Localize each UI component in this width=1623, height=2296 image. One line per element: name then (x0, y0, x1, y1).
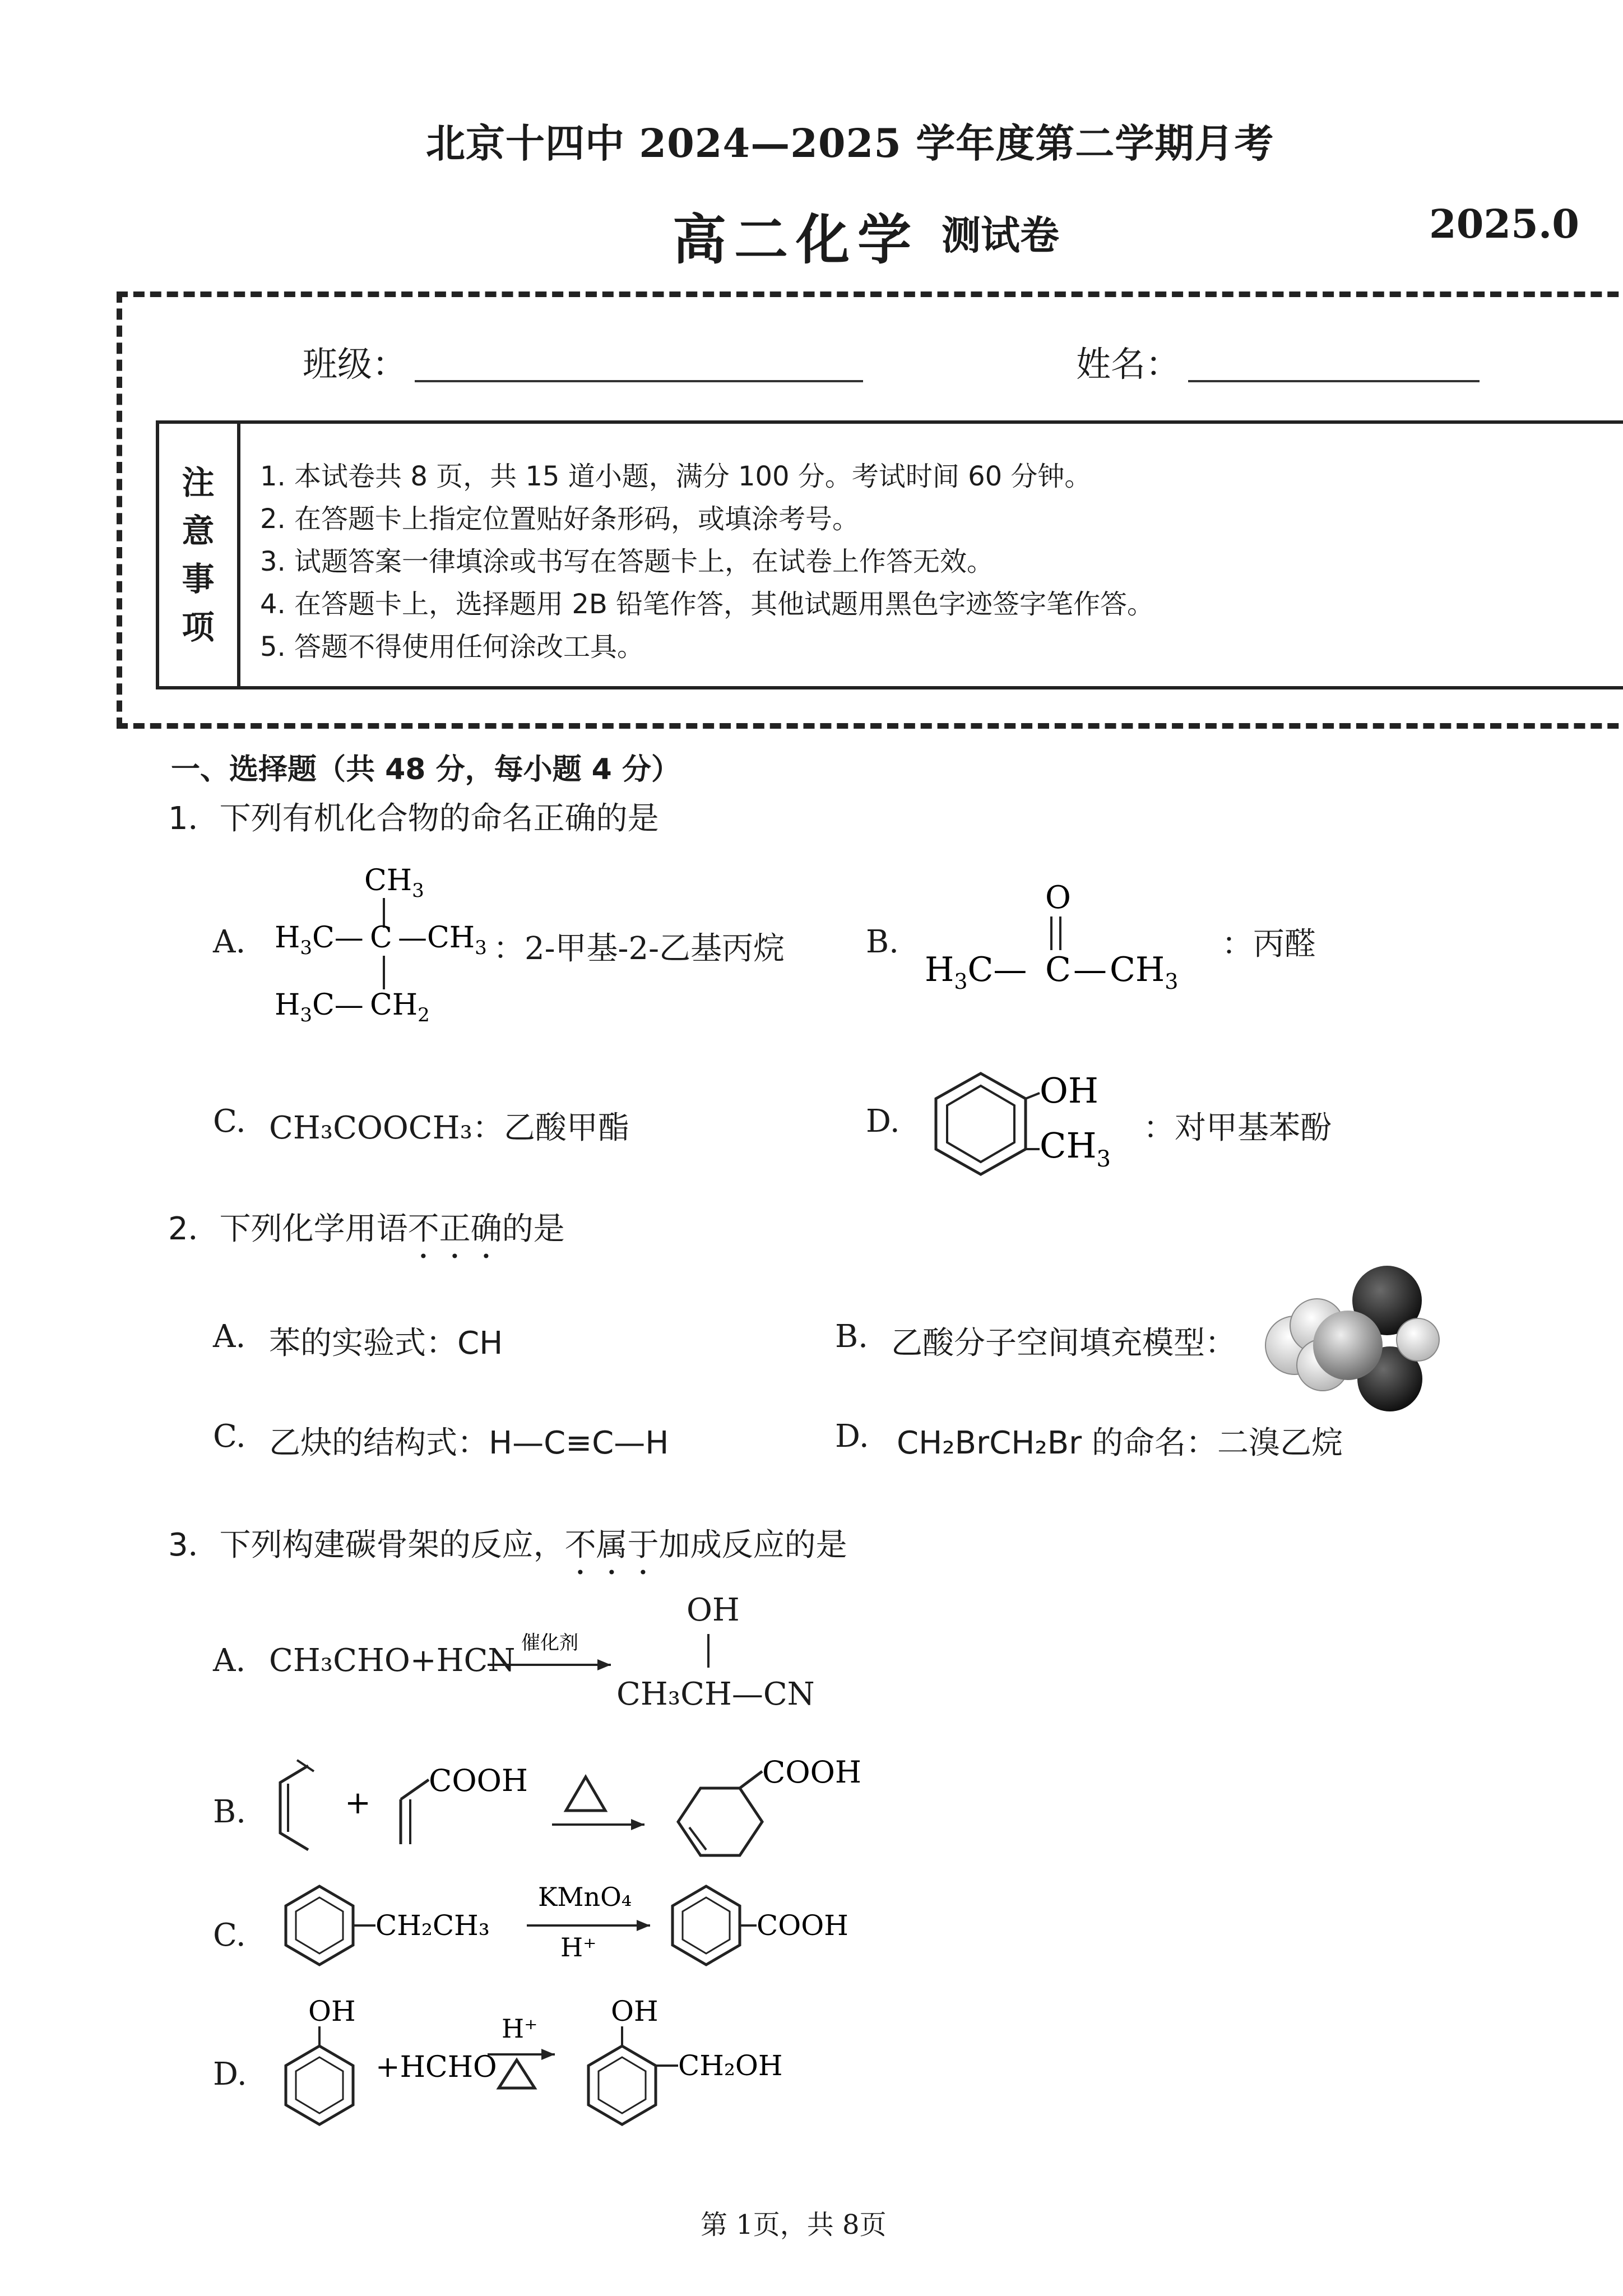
q3-option-a-oh: OH (687, 1592, 740, 1628)
question-3-stem: 3．下列构建碳骨架的反应，不属于加成反应的是 (168, 1527, 847, 1563)
q2-option-d-label: D. (835, 1418, 869, 1455)
q3-option-b-label: B. (213, 1794, 246, 1830)
q1-option-b-name: ：丙醛 (1222, 926, 1316, 962)
question-1-stem: 1．下列有机化合物的命名正确的是 (168, 800, 659, 837)
q3-option-a-arrow (488, 1631, 622, 1682)
q3-option-a-label: A. (213, 1642, 246, 1679)
q3-option-c-scheme (263, 1872, 936, 1984)
svg-text:COOH: COOH (429, 1763, 528, 1798)
svg-text:H⁺: H⁺ (560, 1932, 597, 1962)
q3-option-c-label: C. (213, 1917, 246, 1954)
notice-item: 2. 在答题卡上指定位置贴好条形码，或填涂考号。 (260, 503, 860, 535)
q1-option-b-label: B. (866, 924, 899, 960)
q1-option-d-label: D. (866, 1103, 900, 1140)
svg-text:COOH: COOH (762, 1755, 861, 1790)
subject-title: 高二化学 (673, 208, 919, 271)
svg-text:—: — (1073, 950, 1107, 989)
notice-item: 4. 在答题卡上，选择题用 2B 铅笔作答，其他试题用黑色字迹签字笔作答。 (260, 589, 1154, 620)
notice-item: 1. 本试卷共 8 页，共 15 道小题，满分 100 分。考试时间 60 分钟。 (260, 461, 1092, 492)
name-field[interactable] (1188, 380, 1480, 382)
svg-text:CH₂OH: CH₂OH (678, 2049, 783, 2082)
q2-option-c-label: C. (213, 1418, 246, 1455)
exam-title: 北京十四中 2024—2025 学年度第二学期月考 (426, 120, 1274, 166)
svg-text:KMnO₄: KMnO₄ (538, 1882, 632, 1912)
q1-option-a-label: A. (213, 924, 246, 960)
q3-option-a-bond (707, 1634, 710, 1668)
svg-text:—CH3: $—CH_3$ (398, 921, 487, 959)
q1-option-d-structure (919, 1062, 1166, 1191)
page-footer: 第 1页，共 8页 (701, 2209, 887, 2241)
notice-box (156, 420, 1623, 689)
q3-option-a-reactants: CH₃CHO+HCN (269, 1642, 516, 1679)
svg-text:H3C—: $H_3C—$ (275, 988, 364, 1026)
svg-text:COOH: COOH (757, 1909, 848, 1942)
notice-item: 5. 答题不得使用任何涂改工具。 (260, 631, 644, 663)
svg-text:催化剂: 催化剂 (521, 1632, 578, 1654)
q2-option-a-text: 苯的实验式：CH (269, 1325, 503, 1362)
svg-text:+HCHO: +HCHO (375, 2050, 497, 2084)
class-field[interactable] (415, 380, 863, 382)
svg-text:CH3: $CH_3$ (1040, 1125, 1111, 1172)
svg-text:CH3: $CH_3$ (1110, 950, 1179, 994)
q1-option-c-text: CH₃COOCH₃：乙酸甲酯 (269, 1110, 629, 1146)
paper-type: 测试卷 (942, 212, 1059, 258)
q1-option-b-structure (919, 874, 1222, 1015)
svg-text:OH: OH (1040, 1070, 1098, 1111)
name-label: 姓名： (1076, 344, 1181, 385)
svg-text:OH: OH (611, 1996, 659, 2027)
q3-option-d-label: D. (213, 2056, 247, 2093)
exam-date: 2025.0 (1429, 201, 1579, 247)
svg-text:CH3: $CH_3$ (364, 864, 424, 902)
q1-option-a-name: ：2-甲基-2-乙基丙烷 (493, 931, 785, 967)
svg-text:C: C (1045, 950, 1071, 989)
class-label: 班级： (303, 344, 407, 385)
svg-text:+: + (345, 1785, 371, 1821)
q2-option-b-label: B. (835, 1318, 868, 1355)
svg-text:C: C (370, 921, 392, 955)
q1-option-c-label: C. (213, 1103, 246, 1140)
q2-option-d-text: CH₂BrCH₂Br 的命名：二溴乙烷 (897, 1425, 1343, 1461)
section-heading: 一、选择题（共 48 分，每小题 4 分） (171, 753, 680, 786)
notice-item: 3. 试题答案一律填涂或书写在答题卡上，在试卷上作答无效。 (260, 546, 994, 577)
q3-option-a-product: CH₃CH—CN (616, 1676, 815, 1712)
notice-heading: 注 意 事 项 (159, 424, 240, 686)
acetic-acid-space-filling-model (1255, 1261, 1446, 1418)
question-2-stem: 2．下列化学用语不正确的是 (168, 1211, 565, 1247)
svg-text:O: O (1045, 879, 1071, 916)
svg-text:CH2: $CH_2$ (370, 988, 430, 1026)
q3-option-d-scheme (263, 1996, 880, 2164)
notice-list (260, 455, 1154, 668)
q2-option-c-text: 乙炔的结构式：H—C≡C—H (269, 1425, 669, 1461)
svg-text:H⁺: H⁺ (502, 2013, 538, 2044)
svg-text:OH: OH (308, 1996, 356, 2027)
svg-text:H3C—: $H_3C—$ (275, 921, 364, 959)
svg-text:H3C—: $H_3C—$ (925, 950, 1027, 994)
q1-option-d-name: ：对甲基苯酚 (1143, 1110, 1332, 1146)
q2-option-a-label: A. (213, 1318, 246, 1355)
q3-option-b-scheme (263, 1749, 953, 1889)
svg-text:CH₂CH₃: CH₂CH₃ (375, 1909, 490, 1942)
q2-option-b-text: 乙酸分子空间填充模型： (891, 1325, 1236, 1362)
